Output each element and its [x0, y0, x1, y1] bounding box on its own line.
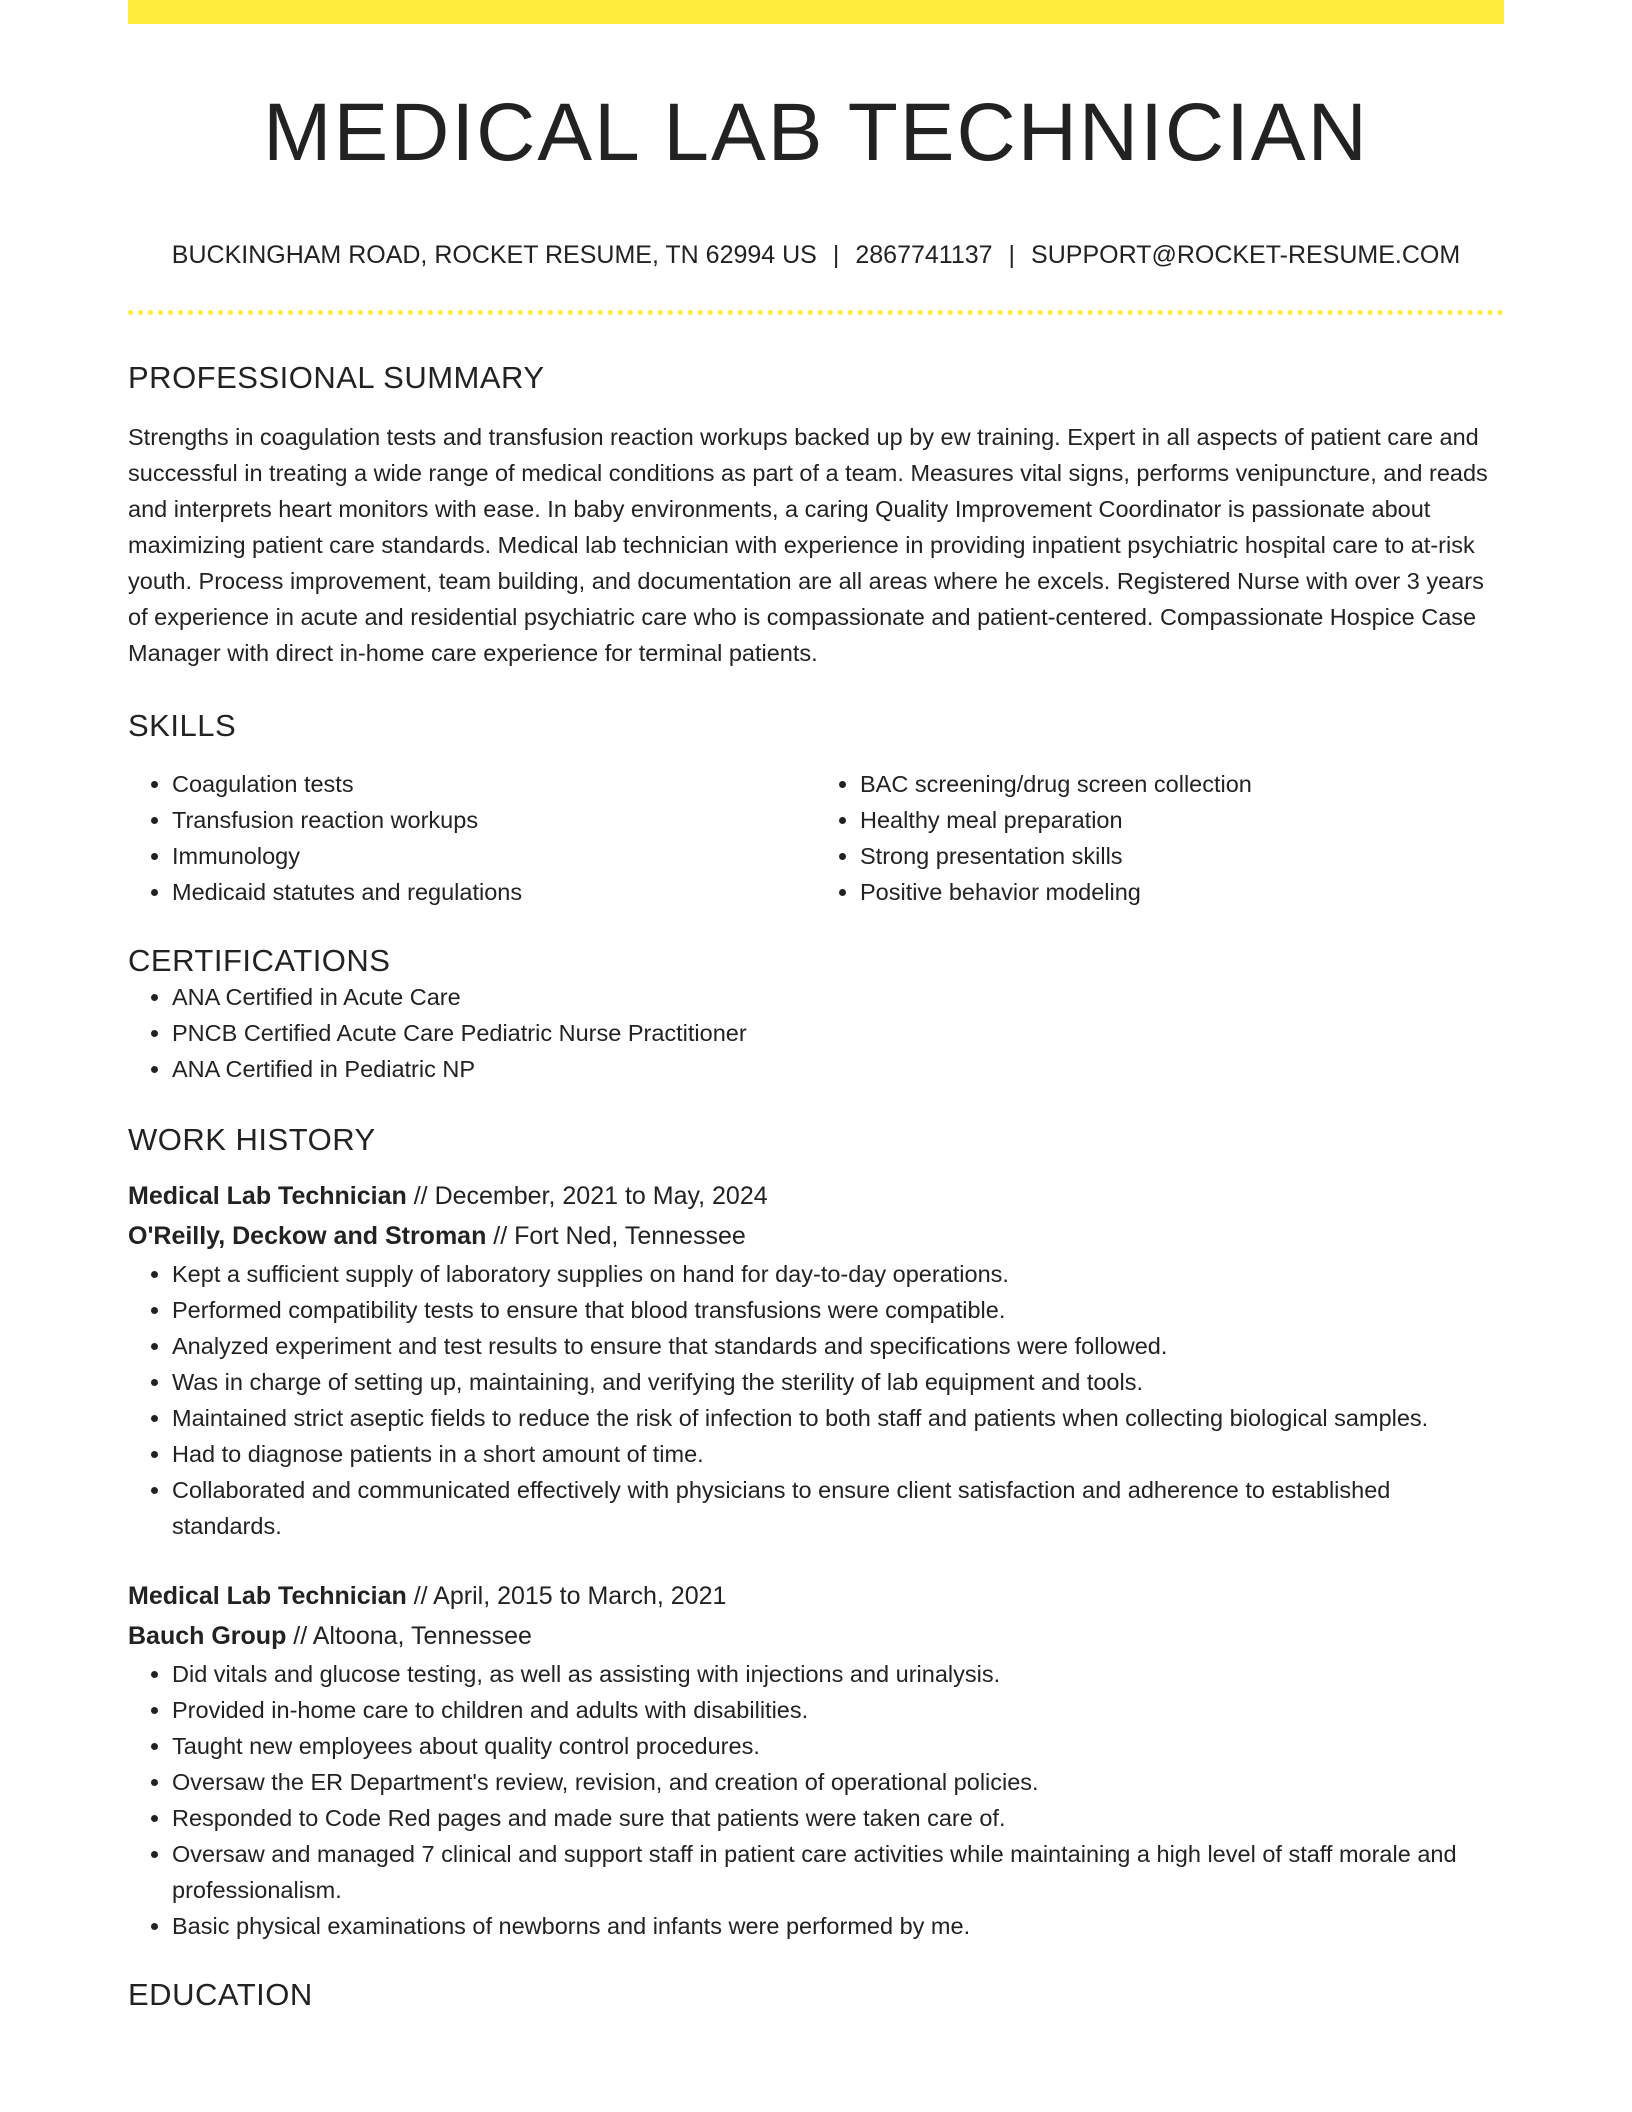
skill-item: • Medicaid statutes and regulations: [172, 874, 816, 910]
job-dates: // April, 2015 to March, 2021: [406, 1582, 727, 1611]
summary-heading: PROFESSIONAL SUMMARY: [128, 360, 545, 396]
job-title-line: [128, 1576, 1504, 1616]
skills-grid: [128, 766, 1504, 910]
skill-item: • Immunology: [172, 838, 816, 874]
job-duty-item: • Responded to Code Red pages and made sure that patients were taken care of.: [172, 1800, 1504, 1836]
work-history-heading: WORK HISTORY: [128, 1121, 376, 1157]
job-duty-item: • Basic physical examinations of newborns and infants were performed by me.: [172, 1908, 1504, 1944]
job-duty-item: • Oversaw the ER Department's review, revision, and creation of operational policies.: [172, 1764, 1504, 1800]
job-duty-item: • Performed compatibility tests to ensure that blood transfusions were compatible.: [172, 1292, 1504, 1328]
job-role: Medical Lab Technician: [128, 1582, 407, 1611]
certification-item: • ANA Certified in Acute Care: [172, 979, 1504, 1015]
resume-page: [128, 0, 1504, 2013]
certification-item: • ANA Certified in Pediatric NP: [172, 1051, 1504, 1087]
skill-item: • Healthy meal preparation: [860, 802, 1504, 838]
education-heading: EDUCATION: [128, 1977, 313, 2013]
job-location: // Fort Ned, Tennessee: [486, 1222, 746, 1251]
job-duties-list: [128, 1256, 1504, 1544]
contact-address: BUCKINGHAM ROAD, ROCKET RESUME, TN 62994 US: [171, 241, 817, 270]
contact-separator: |: [1008, 241, 1016, 270]
job-duties-list: [128, 1656, 1504, 1944]
job-dates: // December, 2021 to May, 2024: [406, 1182, 768, 1211]
skills-list-right: [816, 766, 1504, 910]
skill-item: • Strong presentation skills: [860, 838, 1504, 874]
job-location: // Altoona, Tennessee: [286, 1622, 532, 1651]
skill-item: • Coagulation tests: [172, 766, 816, 802]
job-duty-item: • Had to diagnose patients in a short amount of time.: [172, 1436, 1504, 1472]
dotted-divider: [128, 310, 1504, 315]
skills-heading: SKILLS: [128, 707, 237, 743]
job-duty-item: • Did vitals and glucose testing, as well as assisting with injections and urinalysis.: [172, 1656, 1504, 1692]
skill-item: • Positive behavior modeling: [860, 874, 1504, 910]
contact-separator: |: [832, 241, 840, 270]
job-duty-item: • Was in charge of setting up, maintaining, and verifying the sterility of lab equipment and tools.: [172, 1364, 1504, 1400]
skill-item: • BAC screening/drug screen collection: [860, 766, 1504, 802]
job-duty-item: • Collaborated and communicated effectively with physicians to ensure client satisfaction and adherence to established standards.: [172, 1472, 1504, 1544]
summary-text: Strengths in coagulation tests and transfusion reaction workups backed up by ew training. Expert in all aspects of patient care and successful in treating a wide range of medical conditions as part of a team. Measures vital signs, performs venipuncture, and reads and interprets heart monitors with ease. In baby environments, a caring Quality Improvement Coordinator is passionate about maximizing patient care standards. Medical lab technician with experience in providing inpatient psychiatric hospital care to at-risk youth. Process improvement, team building, and documentation are all areas where he excels. Registered Nurse with over 3 years of experience in acute and residential psychiatric care who is compassionate and patient-centered. Compassionate Hospice Case Manager with direct in-home care experience for terminal patients.: [128, 423, 1488, 666]
job-role: Medical Lab Technician: [128, 1182, 407, 1211]
contact-email: SUPPORT@ROCKET-RESUME.COM: [1031, 241, 1461, 270]
job-title-line: [128, 1176, 1504, 1216]
certification-item: • PNCB Certified Acute Care Pediatric Nurse Practitioner: [172, 1015, 1504, 1051]
top-accent-bar: [128, 0, 1504, 24]
job-company-line: [128, 1616, 1504, 1656]
job-duty-item: • Provided in-home care to children and adults with disabilities.: [172, 1692, 1504, 1728]
skill-item: • Transfusion reaction workups: [172, 802, 816, 838]
skills-column-left: [128, 766, 816, 910]
contact-line: [128, 240, 1504, 270]
certifications-heading: CERTIFICATIONS: [128, 942, 391, 978]
job-duty-item: • Analyzed experiment and test results to ensure that standards and specifications were followed.: [172, 1328, 1504, 1364]
job-company: O'Reilly, Deckow and Stroman: [128, 1222, 487, 1251]
resume-title: MEDICAL LAB TECHNICIAN: [263, 87, 1369, 178]
contact-phone: 2867741137: [855, 241, 993, 270]
job-duty-item: • Kept a sufficient supply of laboratory supplies on hand for day-to-day operations.: [172, 1256, 1504, 1292]
job-company: Bauch Group: [128, 1622, 287, 1651]
job-duty-item: • Maintained strict aseptic fields to reduce the risk of infection to both staff and patients when collecting biological samples.: [172, 1400, 1504, 1436]
skills-list-left: [128, 766, 816, 910]
job-duty-item: • Taught new employees about quality control procedures.: [172, 1728, 1504, 1764]
job-company-line: [128, 1216, 1504, 1256]
skills-column-right: [816, 766, 1504, 910]
job-duty-item: • Oversaw and managed 7 clinical and support staff in patient care activities while maintaining a high level of staff morale and professionalism.: [172, 1836, 1504, 1908]
certifications-list: [128, 979, 1504, 1087]
